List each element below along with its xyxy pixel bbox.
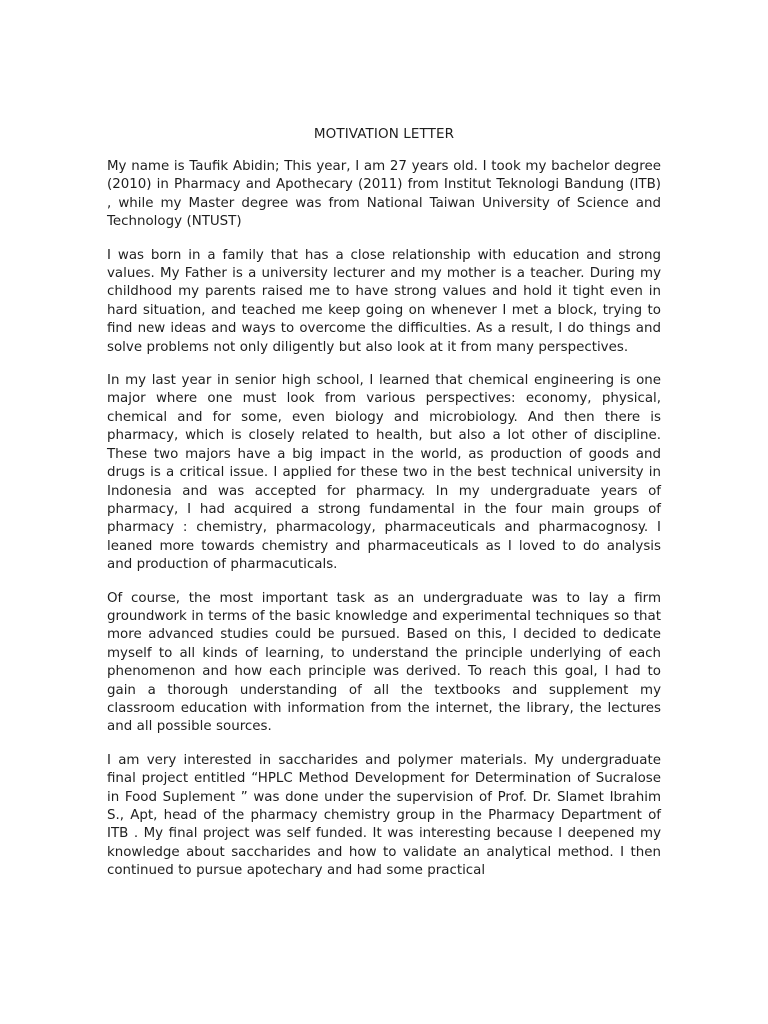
paragraph-undergraduate: Of course, the most important task as an undergraduate was to lay a firm groundwork in terms of the basic knowledge and experimental techniques so that more advanced studies could be pursued. Based on this, I decided to dedicate myself to all kinds of learning, to understand the principle underlying of each phenomenon and how each principle was derived. To reach this goal, I had to gain a thorough understanding of all the textbooks and supplement my classroom education with information from the internet, the library, the lectures and all possible sources. — [107, 590, 661, 735]
letter-body — [107, 158, 661, 879]
paragraph-intro: My name is Taufik Abidin; This year, I am 27 years old. I took my bachelor degree (2010) in Pharmacy and Apothecary (2011) from Institut Teknologi Bandung (ITB) , while my Master degree was from National Taiwan University of Science and Technology (NTUST) — [107, 159, 661, 230]
letter-title: MOTIVATION LETTER — [313, 126, 455, 142]
paragraph-high-school: In my last year in senior high school, I learned that chemical engineering is one major where one must look from various perspectives: economy, physical, chemical and for some, even biology and microbiology. And then there is pharmacy, which is closely related to health, but also a lot other of discipline. These two majors have a big impact in the world, as production of goods and drugs is a critical issue. I applied for these two in the best technical university in Indonesia and was accepted for pharmacy. In my undergraduate years of pharmacy, I had acquired a strong fundamental in the four main groups of pharmacy : chemistry, pharmacology, pharmaceuticals and pharmacognosy. I leaned more towards chemistry and pharmaceuticals as I loved to do analysis and production of pharmacuticals. — [107, 373, 661, 573]
paragraph-final-project: I am very interested in saccharides and polymer materials. My undergraduate final project entitled “HPLC Method Development for Determination of Sucralose in Food Suplement ” was done under the supervision of Prof. Dr. Slamet Ibrahim S., Apt, head of the pharmacy chemistry group in the Pharmacy Department of ITB . My final project was self funded. It was interesting because I deepened my knowledge about saccharides and how to validate an analytical method. I then continued to pursue apotechary and had some practical — [107, 752, 661, 879]
paragraph-family: I was born in a family that has a close relationship with education and strong values. My Father is a university lecturer and my mother is a teacher. During my childhood my parents raised me to have strong values and hold it tight even in hard situation, and teached me keep going on whenever I met a block, trying to find new ideas and ways to overcome the difficulties. As a result, I do things and solve problems not only diligently but also look at it from many perspectives. — [107, 247, 661, 355]
